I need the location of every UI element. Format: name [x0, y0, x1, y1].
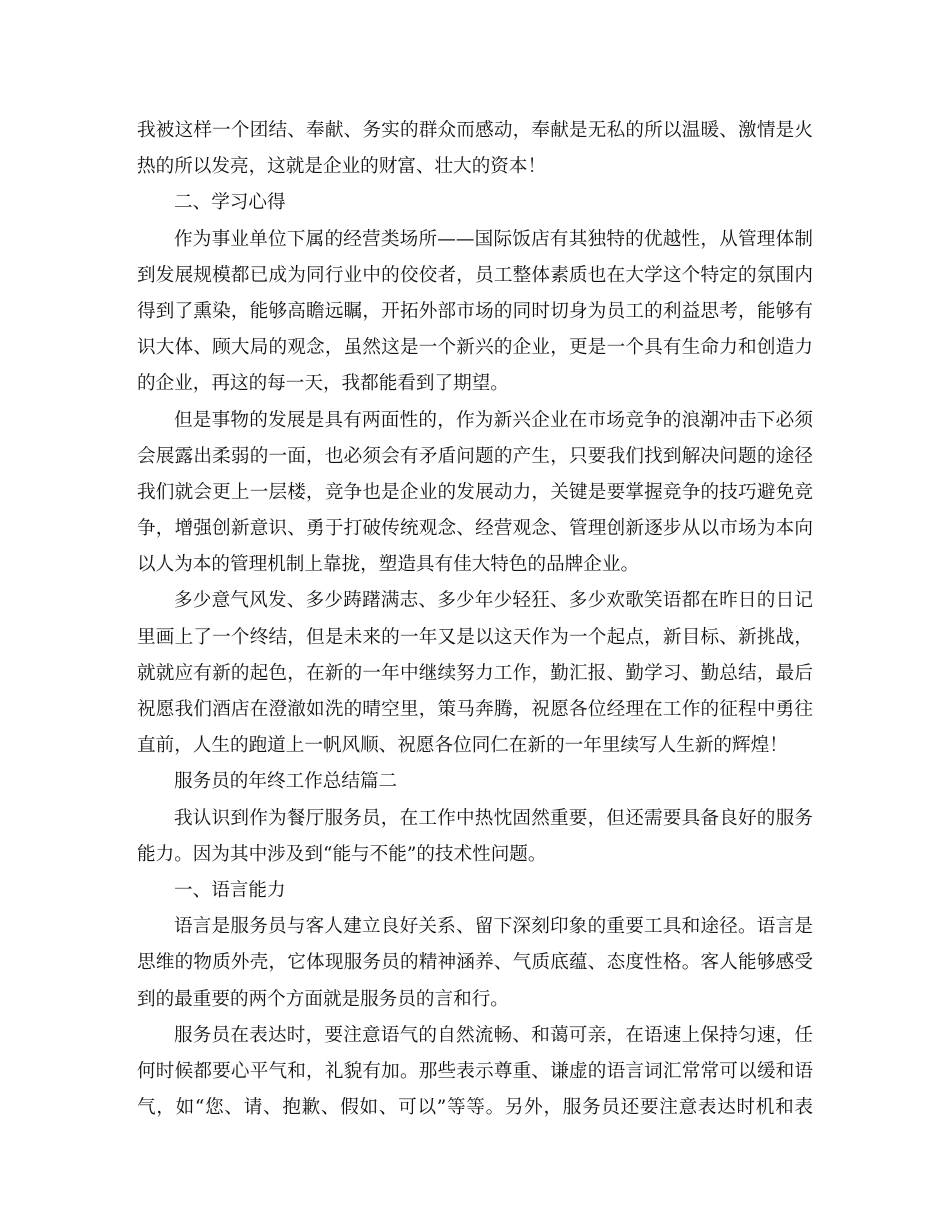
text-line: 到的最重要的两个方面就是服务员的言和行。 [137, 988, 509, 1010]
text-line: 作为事业单位下属的经营类场所——国际饭店有其独特的优越性，从管理体制 [174, 228, 813, 250]
text-line: 就就应有新的起色，在新的一年中继续努力工作，勤汇报、勤学习、勤总结，最后 [137, 662, 813, 684]
text-line: 热的所以发亮，这就是企业的财富、壮大的资本！ [137, 156, 547, 178]
text-line: 能力。因为其中涉及到“能与不能”的技术性问题。 [137, 843, 547, 865]
text-line: 服务员的年终工作总结篇二 [174, 771, 398, 793]
text-line: 里画上了一个终结，但是未来的一年又是以这天作为一个起点，新目标、新挑战， [137, 626, 813, 648]
text-line: 多少意气风发、多少踌躇满志、多少年少轻狂、多少欢歌笑语都在昨日的日记 [174, 590, 813, 612]
text-line: 我认识到作为餐厅服务员，在工作中热忱固然重要，但还需要具备良好的服务 [174, 807, 813, 829]
text-line: 一、语言能力 [174, 879, 286, 901]
text-line: 的企业，再这的每一天，我都能看到了期望。 [137, 373, 509, 395]
text-line: 我们就会更上一层楼，竞争也是企业的发展动力，关键是要掌握竞争的技巧避免竞 [137, 481, 813, 503]
text-line: 直前，人生的跑道上一帆风顺、祝愿各位同仁在新的一年里续写人生新的辉煌！ [137, 735, 788, 757]
text-line: 会展露出柔弱的一面，也必须会有矛盾问题的产生，只要我们找到解决问题的途径 [137, 445, 813, 467]
text-line: 祝愿我们酒店在澄澈如洗的晴空里，策马奔腾，祝愿各位经理在工作的征程中勇往 [137, 699, 813, 720]
text-line: 识大体、顾大局的观念，虽然这是一个新兴的企业，更是一个具有生命力和创造力 [137, 337, 813, 359]
text-line: 二、学习心得 [174, 192, 286, 214]
text-line: 气，如“您、请、抱歉、假如、可以”等等。另外，服务员还要注意表达时机和表 [137, 1097, 813, 1119]
text-line: 以人为本的管理机制上靠拢，塑造具有佳大特色的品牌企业。 [137, 554, 640, 576]
text-line: 语言是服务员与客人建立良好关系、留下深刻印象的重要工具和途径。语言是 [174, 916, 813, 938]
text-line: 服务员在表达时，要注意语气的自然流畅、和蔼可亲，在语速上保持匀速，任 [174, 1024, 813, 1046]
text-line: 思维的物质外壳，它体现服务员的精神涵养、气质底蕴、态度性格。客人能够感受 [137, 952, 813, 974]
text-line: 得到了熏染，能够高瞻远瞩，开拓外部市场的同时切身为员工的利益思考，能够有 [137, 300, 813, 322]
document-body [137, 113, 813, 1126]
text-line: 到发展规模都已成为同行业中的佼佼者，员工整体素质也在大学这个特定的氛围内 [137, 264, 813, 286]
text-line: 但是事物的发展是具有两面性的，作为新兴企业在市场竞争的浪潮冲击下必须 [174, 409, 813, 431]
text-line: 争，增强创新意识、勇于打破传统观念、经营观念、管理创新逐步从以市场为本向 [137, 518, 813, 540]
text-line: 何时候都要心平气和，礼貌有加。那些表示尊重、谦虚的语言词汇常常可以缓和语 [137, 1060, 813, 1082]
text-line: 我被这样一个团结、奉献、务实的群众而感动，奉献是无私的所以温暖、激情是火 [137, 120, 813, 141]
